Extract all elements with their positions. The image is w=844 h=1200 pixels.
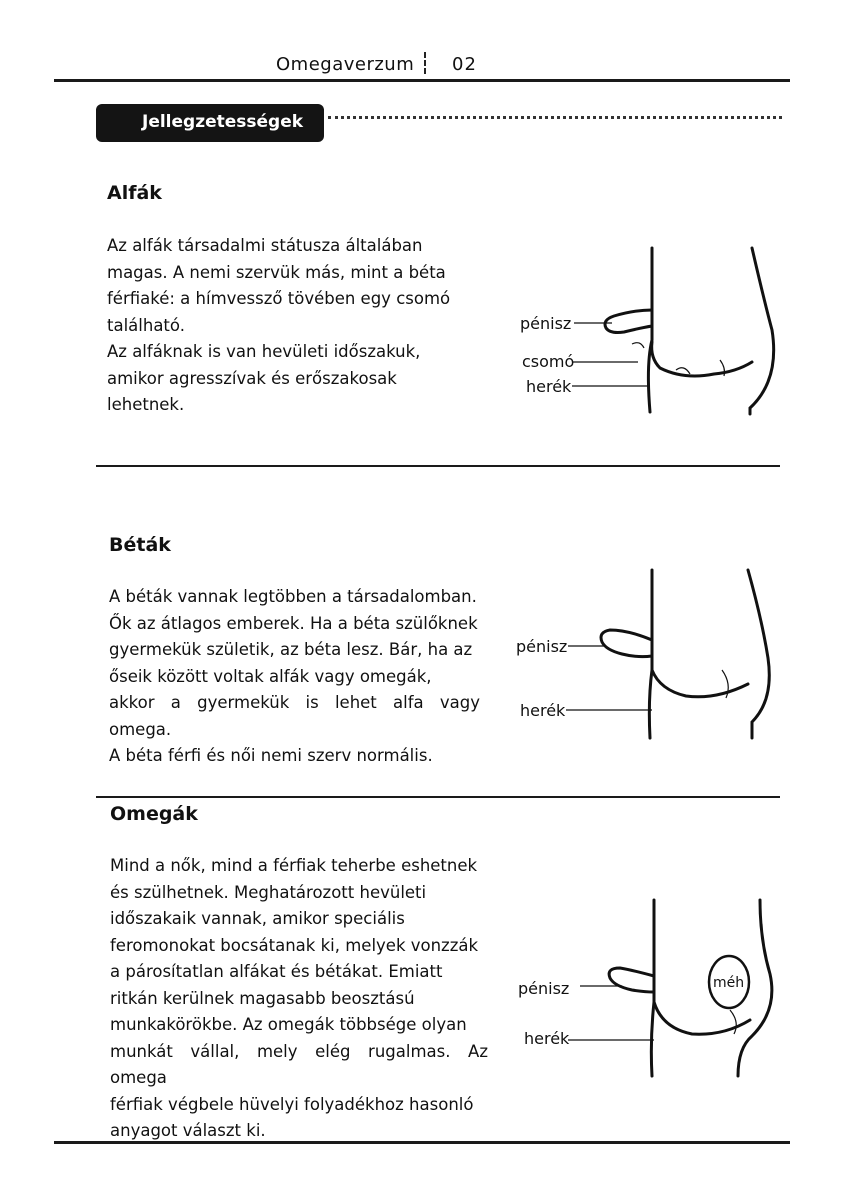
betak-paragraph	[109, 584, 480, 770]
omegak-line: férfiak végbele hüvelyi folyadékhoz hasonló	[110, 1094, 474, 1114]
beta-label-penis: pénisz	[516, 637, 568, 656]
beta-label-testes: herék	[520, 701, 566, 720]
section-divider-1	[96, 465, 780, 467]
omega-label-womb: méh	[713, 975, 745, 991]
betak-line: A béták vannak legtöbben a társadalomban.	[109, 587, 477, 606]
dotted-leader	[328, 116, 782, 119]
omegak-line: feromonokat bocsátanak ki, melyek vonzzák	[110, 935, 479, 955]
beta-anatomy-diagram	[510, 560, 784, 746]
omegak-paragraph	[110, 853, 488, 1145]
betak-line: gyermekük születik, az béta lesz. Bár, ha az	[109, 640, 473, 659]
omegak-heading: Omegák	[110, 803, 198, 825]
betak-line: A béta férfi és női nemi szerv normális.	[109, 746, 433, 765]
omegak-line: ritkán kerülnek magasabb beosztású	[110, 988, 415, 1008]
alfak-line: Az alfák társadalmi státusza általában	[107, 236, 423, 255]
section-divider-2	[96, 796, 780, 798]
section-tag: Jellegzetességek	[96, 104, 324, 142]
alfak-heading: Alfák	[107, 182, 162, 204]
omegak-line: időszakaik vannak, amikor speciális	[110, 909, 405, 928]
alfak-line: Az alfáknak is van hevületi időszakuk,	[107, 342, 421, 361]
footer-rule	[54, 1141, 790, 1144]
alfa-label-testes: herék	[526, 377, 572, 396]
header-title: Omegaverzum	[276, 54, 415, 75]
omegak-line: és szülhetnek. Meghatározott hevületi	[110, 882, 427, 902]
omegak-line: Mind a nők, mind a férfiak teherbe eshetnek	[110, 856, 478, 875]
omegak-line: a párosítatlan alfákat és bétákat. Emiatt	[110, 962, 443, 981]
omegak-line: anyagot választ ki.	[110, 1121, 266, 1140]
header-rule	[54, 79, 790, 82]
betak-line: őseik között voltak alfák vagy omegák,	[109, 666, 432, 686]
alfak-line: magas. A nemi szervük más, mint a béta	[107, 262, 446, 282]
page-header	[0, 48, 844, 82]
omega-label-penis: pénisz	[518, 979, 570, 998]
betak-line: akkor a gyermekük is lehet alfa vagy omega.	[109, 693, 480, 739]
betak-heading: Béták	[109, 534, 171, 556]
alfak-line: található.	[107, 315, 185, 335]
alfak-paragraph	[107, 233, 478, 419]
alfa-label-penis: pénisz	[520, 314, 572, 333]
page-number: 02	[452, 54, 477, 75]
alfak-line: amikor agresszívak és erőszakosak	[107, 368, 397, 388]
alfa-anatomy-diagram	[514, 240, 784, 420]
omega-anatomy-diagram	[512, 890, 784, 1080]
alfa-label-knot: csomó	[522, 352, 575, 371]
betak-line: Ők az átlagos emberek. Ha a béta szülőknek	[109, 613, 478, 633]
omega-label-testes: herék	[524, 1029, 570, 1048]
omegak-line: munkakörökbe. Az omegák többsége olyan	[110, 1015, 467, 1034]
header-separator	[424, 52, 426, 74]
alfak-line: férfiaké: a hímvessző tövében egy csomó	[107, 289, 451, 308]
alfak-line: lehetnek.	[107, 395, 185, 414]
omegak-line: munkát vállal, mely elég rugalmas. Az omega	[110, 1041, 488, 1087]
